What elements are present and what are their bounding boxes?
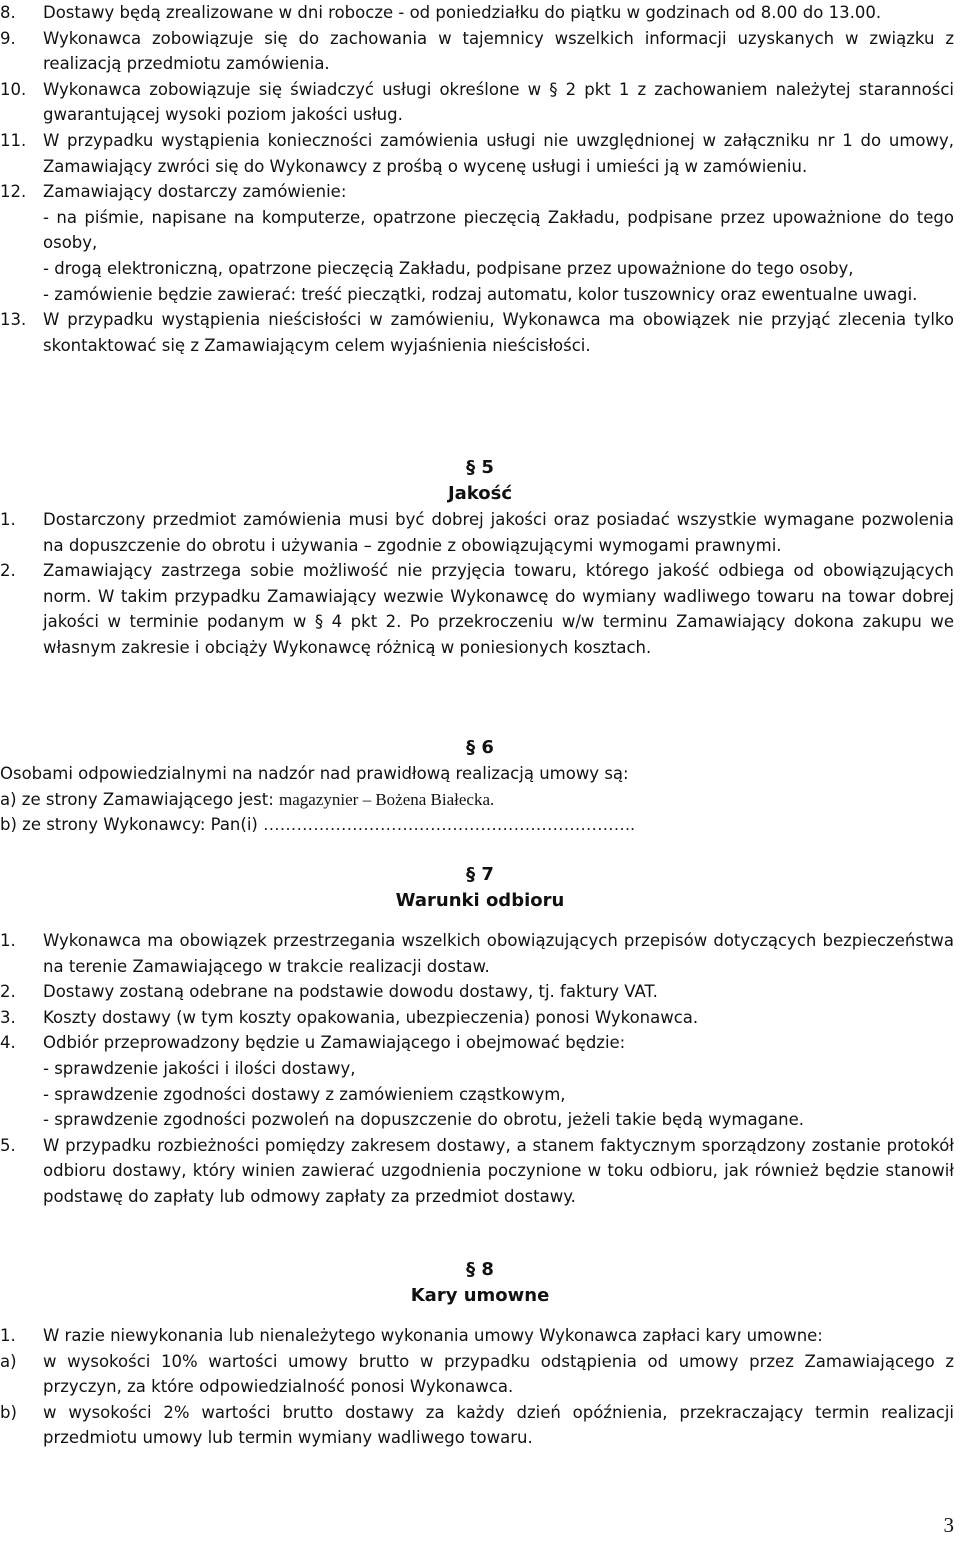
list-item-number: b) [0, 1402, 17, 1422]
list-item [0, 77, 960, 128]
list-item [0, 507, 960, 558]
section-7-list [0, 928, 960, 1210]
list-item-text: Koszty dostawy (w tym koszty opakowania, ubezpieczenia) ponosi Wykonawca. [43, 1007, 699, 1027]
section-6-a-label: a) ze strony Zamawiającego jest: [0, 789, 280, 809]
list-item-text: Zamawiający dostarczy zamówienie: [43, 182, 347, 202]
list-item-text: W przypadku wystąpienia nieścisłości w zamówieniu, Wykonawca ma obowiązek nie przyjąć zlecenia tylko skontaktować się z Zamawiającym celem wyjaśnienia nieścisłości. [43, 310, 954, 355]
clause-list-top [0, 0, 960, 358]
list-item-text: - sprawdzenie zgodności pozwoleń na dopuszczenie do obrotu, jeżeli takie będą wymagane. [43, 1110, 805, 1130]
list-item [0, 307, 960, 358]
list-item-text: W przypadku rozbieżności pomiędzy zakresem dostawy, a stanem faktycznym sporządzony zostanie protokół odbioru dostawy, który winien zawierać uzgodnienia poczynione w toku odbioru, jak również będzie stanowił podstawę do zapłaty lub odmowy zapłaty za przedmiot dostawy. [43, 1135, 954, 1206]
list-item-number: a) [0, 1351, 17, 1371]
section-8 [0, 1257, 960, 1451]
list-item-number: 1. [0, 510, 16, 529]
list-item-number: 9. [0, 28, 16, 48]
list-item-text: Wykonawca zobowiązuje się świadczyć usługi określone w § 2 pkt 1 z zachowaniem należytej staranności gwarantującej wysoki poziom jakości usług. [43, 79, 954, 125]
list-item-text: - sprawdzenie zgodności dostawy z zamówieniem cząstkowym, [43, 1084, 566, 1104]
list-item [0, 1349, 960, 1400]
list-item-number: 12. [0, 182, 27, 202]
section-6-a-value: magazynier – Bożena Białecka. [279, 789, 495, 809]
list-item-text: Wykonawca zobowiązuje się do zachowania w tajemnicy wszelkich informacji uzyskanych w związku z realizacją przedmiotu zamówienia. [43, 28, 954, 74]
section-6-number: § 6 [466, 737, 494, 758]
section-7-title: Warunki odbioru [395, 890, 565, 911]
list-item-number: 3. [0, 1007, 16, 1027]
list-item-text: Dostawy zostaną odebrane na podstawie dowodu dostawy, tj. faktury VAT. [43, 982, 658, 1002]
section-6-line-a [0, 787, 960, 813]
list-item [0, 1133, 960, 1210]
section-5-number: § 5 [466, 457, 494, 478]
section-5-title: Jakość [447, 483, 513, 504]
list-item-text: - sprawdzenie jakości i ilości dostawy, [43, 1058, 356, 1078]
section-6-line-b [0, 812, 960, 838]
list-item [0, 979, 960, 1005]
list-item [0, 558, 960, 660]
list-item-text: W przypadku wystąpienia konieczności zamówienia usługi nie uwzględnionej w załączniku nr 1 do umowy, Zamawiający zwróci się do Wykonawcy z prośbą o wycenę usługi i umieści ją w zamówieniu. [43, 130, 954, 176]
section-8-list [0, 1323, 960, 1451]
section-7 [0, 862, 960, 1210]
list-item [0, 1005, 960, 1031]
list-item-text: Zamawiający zastrzega sobie możliwość nie przyjęcia towaru, którego jakość odbiega od obowiązujących norm. W takim przypadku Zamawiający wezwie Wykonawcę do wymiany wadliwego towaru na towar dobrej jakości w terminie podanym w § 4 pkt 2. Po przekroczeniu w/w terminu Zamawiający dokona zakupu we własnym zakresie i obciąży Wykonawcę różnicą w poniesionych kosztach. [43, 561, 954, 657]
list-item-text: w wysokości 10% wartości umowy brutto w przypadku odstąpienia od umowy przez Zamawiającego z przyczyn, za które odpowiedzialność ponosi Wykonawca. [43, 1351, 954, 1397]
section-6-b-dots: …………………………………………………………. [263, 815, 635, 835]
list-item-text: Odbiór przeprowadzony będzie u Zamawiającego i obejmować będzie: [43, 1033, 626, 1053]
list-item-number: 2. [0, 561, 16, 581]
list-item [0, 1030, 960, 1132]
list-item-text: Dostawy będą zrealizowane w dni robocze - od poniedziałku do piątku w godzinach od 8.00 do 13.00. [43, 3, 882, 22]
list-item-text: - drogą elektroniczną, opatrzone pieczęcią Zakładu, podpisane przez upoważnione do tego osoby, [43, 258, 854, 278]
section-6-b-label: b) ze strony Wykonawcy: Pan(i) [0, 815, 264, 835]
section-7-number: § 7 [466, 864, 494, 885]
page-number: 3 [943, 1513, 954, 1537]
section-5-list [0, 507, 960, 661]
section-8-title: Kary umowne [410, 1285, 550, 1306]
list-item-number: 8. [0, 3, 16, 22]
list-item-number: 11. [0, 130, 27, 150]
list-item [0, 928, 960, 979]
list-item-number: 1. [0, 1326, 16, 1345]
section-6-intro: Osobami odpowiedzialnymi na nadzór nad prawidłową realizacją umowy są: [0, 764, 629, 783]
list-item [0, 1400, 960, 1451]
list-item [0, 26, 960, 77]
list-item [0, 1323, 960, 1349]
list-item-number: 10. [0, 79, 27, 99]
section-5 [0, 455, 960, 661]
list-item-text: - zamówienie będzie zawierać: treść pieczątki, rodzaj automatu, kolor tuszownicy oraz ewentualne uwagi. [43, 284, 918, 304]
list-item-number: 2. [0, 982, 16, 1002]
list-item-number: 4. [0, 1033, 16, 1053]
list-item-text: Wykonawca ma obowiązek przestrzegania wszelkich obowiązujących przepisów dotyczących bezpieczeństwa na terenie Zamawiającego w trakcie realizacji dostaw. [43, 931, 954, 976]
list-item-number: 1. [0, 931, 16, 950]
list-item [0, 128, 960, 179]
section-8-number: § 8 [466, 1259, 494, 1280]
list-item [0, 179, 960, 307]
list-item-text: Dostarczony przedmiot zamówienia musi być dobrej jakości oraz posiadać wszystkie wymagane pozwolenia na dopuszczenie do obrotu i używania – zgodnie z obowiązującymi wymogami prawnymi. [43, 510, 954, 555]
section-6 [0, 735, 960, 838]
list-item-number: 5. [0, 1135, 16, 1155]
list-item-text: W razie niewykonania lub nienależytego wykonania umowy Wykonawca zapłaci kary umowne: [43, 1326, 823, 1345]
list-item-text: w wysokości 2% wartości brutto dostawy za każdy dzień opóźnienia, przekraczający termin realizacji przedmiotu umowy lub termin wymiany wadliwego towaru. [43, 1402, 954, 1448]
list-item-number: 13. [0, 310, 27, 330]
list-item [0, 0, 960, 26]
list-item-text: - na piśmie, napisane na komputerze, opatrzone pieczęcią Zakładu, podpisane przez upoważnione do tego osoby, [43, 207, 954, 253]
